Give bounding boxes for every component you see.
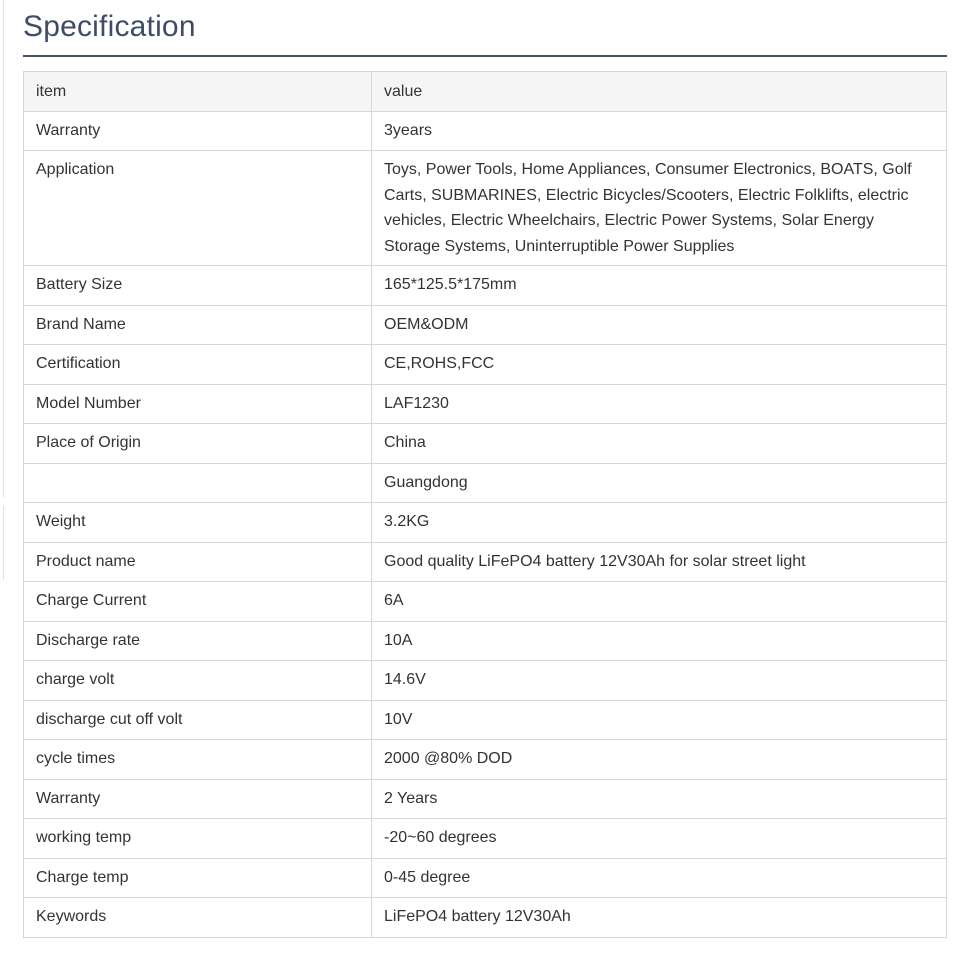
row-value-cell: 3years [372, 111, 947, 151]
row-item-cell: Certification [24, 345, 372, 385]
row-item-cell: Brand Name [24, 305, 372, 345]
row-item-cell: discharge cut off volt [24, 700, 372, 740]
row-value-cell: 10V [372, 700, 947, 740]
table-row [24, 266, 947, 306]
table-row [24, 151, 947, 266]
row-item-cell: Warranty [24, 111, 372, 151]
row-item-cell: working temp [24, 819, 372, 859]
row-item-cell: charge volt [24, 661, 372, 701]
row-value-cell: Toys, Power Tools, Home Appliances, Consumer Electronics, BOATS, Golf Carts, SUBMARINES, Electric Bicycles/Scooters, Electric Folklifts, electric vehicles, Electric Wheelchairs, Electric Power Systems, Solar Energy Storage Systems, Uninterruptible Power Supplies [372, 151, 947, 266]
page-title: Specification [23, 10, 196, 43]
table-row [24, 384, 947, 424]
specification-table-container [23, 71, 947, 938]
table-row [24, 345, 947, 385]
row-value-cell: 10A [372, 621, 947, 661]
row-value-cell: 2000 @80% DOD [372, 740, 947, 780]
row-item-cell: Charge Current [24, 582, 372, 622]
row-item-cell [24, 463, 372, 503]
row-item-cell: Keywords [24, 898, 372, 938]
row-value-cell: 14.6V [372, 661, 947, 701]
table-row [24, 898, 947, 938]
left-edge-rule [3, 0, 4, 498]
table-row [24, 305, 947, 345]
table-row [24, 424, 947, 464]
row-value-cell: Guangdong [372, 463, 947, 503]
table-header-row [24, 72, 947, 112]
title-underline [23, 55, 947, 57]
row-value-cell: 0-45 degree [372, 858, 947, 898]
table-row [24, 582, 947, 622]
table-row [24, 858, 947, 898]
table-row [24, 463, 947, 503]
row-value-cell: LiFePO4 battery 12V30Ah [372, 898, 947, 938]
row-value-cell: 3.2KG [372, 503, 947, 543]
row-value-cell: 165*125.5*175mm [372, 266, 947, 306]
row-value-cell: Good quality LiFePO4 battery 12V30Ah for solar street light [372, 542, 947, 582]
row-item-cell: Weight [24, 503, 372, 543]
row-value-cell: China [372, 424, 947, 464]
row-item-cell: Charge temp [24, 858, 372, 898]
row-value-cell: OEM&ODM [372, 305, 947, 345]
row-value-cell: -20~60 degrees [372, 819, 947, 859]
table-row [24, 819, 947, 859]
header-item: item [24, 72, 372, 112]
row-item-cell: Discharge rate [24, 621, 372, 661]
row-value-cell: LAF1230 [372, 384, 947, 424]
table-row [24, 542, 947, 582]
left-edge-rule-lower [3, 506, 4, 580]
row-item-cell: Battery Size [24, 266, 372, 306]
table-row [24, 779, 947, 819]
table-row [24, 621, 947, 661]
row-item-cell: Warranty [24, 779, 372, 819]
row-item-cell: Model Number [24, 384, 372, 424]
row-value-cell: 6A [372, 582, 947, 622]
table-row [24, 111, 947, 151]
row-item-cell: Application [24, 151, 372, 266]
row-item-cell: Product name [24, 542, 372, 582]
specification-table [23, 71, 947, 938]
header-value: value [372, 72, 947, 112]
table-row [24, 661, 947, 701]
table-row [24, 740, 947, 780]
row-item-cell: Place of Origin [24, 424, 372, 464]
table-row [24, 503, 947, 543]
table-row [24, 700, 947, 740]
row-item-cell: cycle times [24, 740, 372, 780]
row-value-cell: 2 Years [372, 779, 947, 819]
row-value-cell: CE,ROHS,FCC [372, 345, 947, 385]
